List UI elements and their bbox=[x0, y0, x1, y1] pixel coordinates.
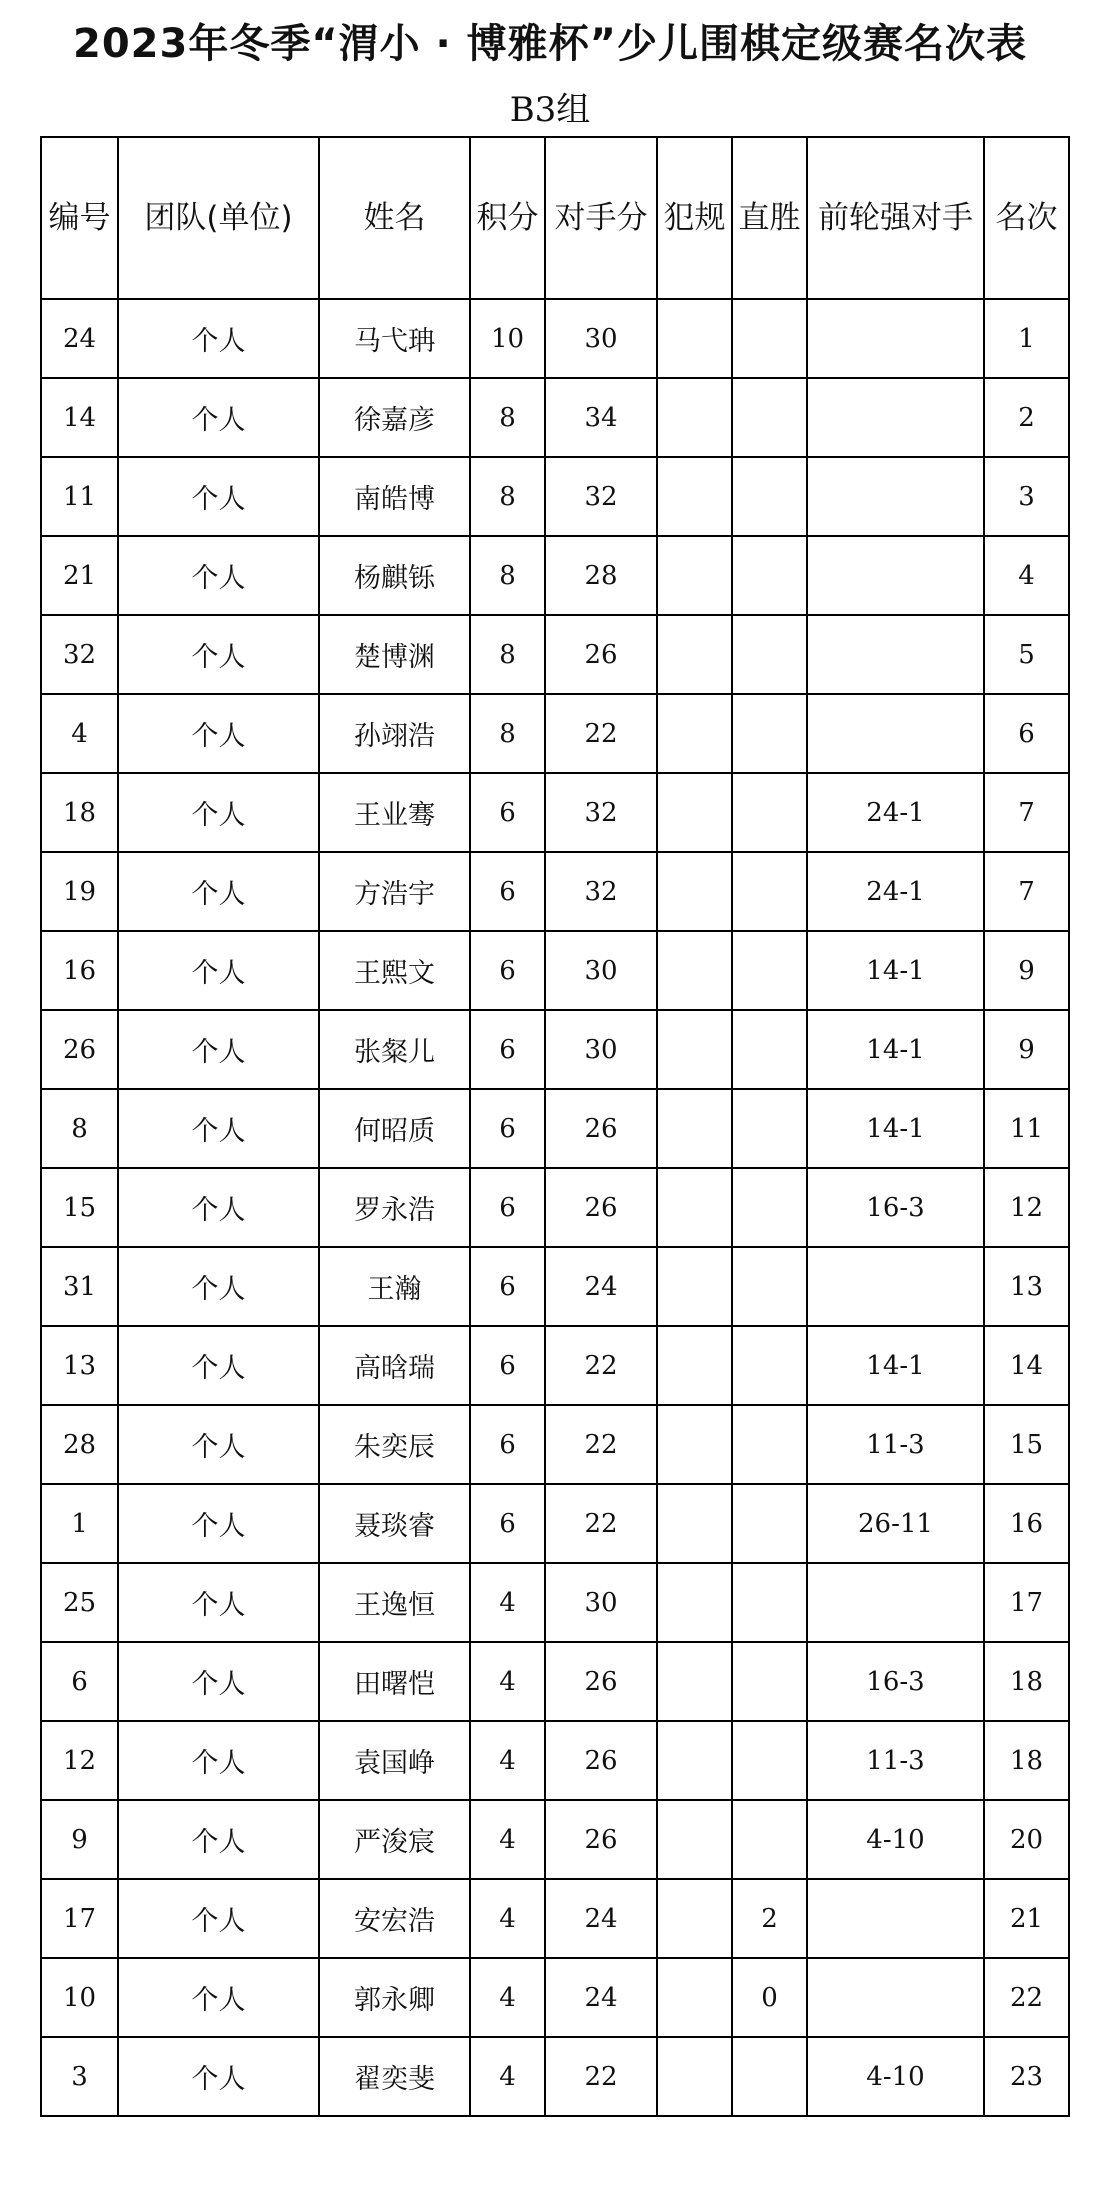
cell-name: 翟奕斐 bbox=[319, 2037, 470, 2116]
cell-opponent-score: 30 bbox=[545, 1563, 657, 1642]
cell-score: 10 bbox=[470, 299, 545, 378]
cell-score: 4 bbox=[470, 1800, 545, 1879]
cell-name: 王逸恒 bbox=[319, 1563, 470, 1642]
header-opponent-score: 对手分 bbox=[545, 137, 657, 299]
cell-name: 王熙文 bbox=[319, 931, 470, 1010]
cell-opponent-score: 24 bbox=[545, 1247, 657, 1326]
cell-name: 朱奕辰 bbox=[319, 1405, 470, 1484]
cell-score: 6 bbox=[470, 931, 545, 1010]
cell-direct-win: 2 bbox=[732, 1879, 807, 1958]
cell-team: 个人 bbox=[118, 1405, 319, 1484]
cell-score: 6 bbox=[470, 1484, 545, 1563]
cell-opponent-score: 32 bbox=[545, 457, 657, 536]
cell-score: 4 bbox=[470, 1642, 545, 1721]
table-row bbox=[41, 299, 1069, 378]
cell-foul bbox=[657, 536, 732, 615]
cell-opponent-score: 34 bbox=[545, 378, 657, 457]
cell-direct-win bbox=[732, 2037, 807, 2116]
cell-foul bbox=[657, 1405, 732, 1484]
cell-foul bbox=[657, 2037, 732, 2116]
cell-team: 个人 bbox=[118, 1247, 319, 1326]
table-row bbox=[41, 1642, 1069, 1721]
cell-opponent-score: 30 bbox=[545, 299, 657, 378]
cell-opponent-score: 26 bbox=[545, 1721, 657, 1800]
header-rank: 名次 bbox=[984, 137, 1069, 299]
cell-opponent-score: 22 bbox=[545, 1405, 657, 1484]
table-row bbox=[41, 852, 1069, 931]
cell-team: 个人 bbox=[118, 1721, 319, 1800]
cell-prev-strong-opponent bbox=[807, 1247, 984, 1326]
cell-direct-win bbox=[732, 1089, 807, 1168]
cell-prev-strong-opponent: 4-10 bbox=[807, 1800, 984, 1879]
cell-score: 8 bbox=[470, 536, 545, 615]
cell-team: 个人 bbox=[118, 2037, 319, 2116]
cell-team: 个人 bbox=[118, 1958, 319, 2037]
cell-opponent-score: 22 bbox=[545, 694, 657, 773]
cell-team: 个人 bbox=[118, 378, 319, 457]
cell-name: 徐嘉彦 bbox=[319, 378, 470, 457]
cell-score: 6 bbox=[470, 1168, 545, 1247]
cell-rank: 4 bbox=[984, 536, 1069, 615]
cell-prev-strong-opponent: 14-1 bbox=[807, 1089, 984, 1168]
cell-team: 个人 bbox=[118, 1800, 319, 1879]
cell-name: 严浚宸 bbox=[319, 1800, 470, 1879]
cell-direct-win bbox=[732, 1247, 807, 1326]
cell-team: 个人 bbox=[118, 536, 319, 615]
table-body bbox=[41, 299, 1069, 2116]
cell-team: 个人 bbox=[118, 1879, 319, 1958]
cell-rank: 11 bbox=[984, 1089, 1069, 1168]
header-name: 姓名 bbox=[319, 137, 470, 299]
cell-direct-win bbox=[732, 457, 807, 536]
cell-number: 1 bbox=[41, 1484, 118, 1563]
cell-opponent-score: 24 bbox=[545, 1879, 657, 1958]
cell-prev-strong-opponent: 24-1 bbox=[807, 773, 984, 852]
cell-opponent-score: 28 bbox=[545, 536, 657, 615]
cell-foul bbox=[657, 852, 732, 931]
cell-name: 南皓博 bbox=[319, 457, 470, 536]
cell-prev-strong-opponent bbox=[807, 299, 984, 378]
table-row bbox=[41, 1247, 1069, 1326]
cell-foul bbox=[657, 1800, 732, 1879]
cell-number: 26 bbox=[41, 1010, 118, 1089]
table-row bbox=[41, 1326, 1069, 1405]
cell-number: 16 bbox=[41, 931, 118, 1010]
header-score: 积分 bbox=[470, 137, 545, 299]
cell-opponent-score: 22 bbox=[545, 2037, 657, 2116]
cell-name: 王瀚 bbox=[319, 1247, 470, 1326]
table-row bbox=[41, 1089, 1069, 1168]
cell-score: 4 bbox=[470, 1563, 545, 1642]
cell-rank: 9 bbox=[984, 931, 1069, 1010]
cell-score: 6 bbox=[470, 1010, 545, 1089]
cell-prev-strong-opponent bbox=[807, 457, 984, 536]
cell-number: 21 bbox=[41, 536, 118, 615]
table-row bbox=[41, 1800, 1069, 1879]
cell-direct-win bbox=[732, 773, 807, 852]
cell-foul bbox=[657, 1247, 732, 1326]
cell-prev-strong-opponent: 24-1 bbox=[807, 852, 984, 931]
header-prev-strong-opponent: 前轮强对手 bbox=[807, 137, 984, 299]
cell-score: 6 bbox=[470, 852, 545, 931]
cell-rank: 18 bbox=[984, 1642, 1069, 1721]
cell-score: 6 bbox=[470, 773, 545, 852]
cell-foul bbox=[657, 931, 732, 1010]
cell-score: 4 bbox=[470, 1958, 545, 2037]
cell-rank: 15 bbox=[984, 1405, 1069, 1484]
cell-team: 个人 bbox=[118, 1484, 319, 1563]
cell-foul bbox=[657, 694, 732, 773]
cell-prev-strong-opponent bbox=[807, 378, 984, 457]
cell-rank: 5 bbox=[984, 615, 1069, 694]
cell-number: 4 bbox=[41, 694, 118, 773]
cell-foul bbox=[657, 1484, 732, 1563]
table-row bbox=[41, 931, 1069, 1010]
cell-prev-strong-opponent: 4-10 bbox=[807, 2037, 984, 2116]
cell-direct-win bbox=[732, 378, 807, 457]
cell-name: 罗永浩 bbox=[319, 1168, 470, 1247]
cell-team: 个人 bbox=[118, 1089, 319, 1168]
cell-name: 王业骞 bbox=[319, 773, 470, 852]
cell-direct-win bbox=[732, 1800, 807, 1879]
cell-name: 孙翊浩 bbox=[319, 694, 470, 773]
cell-number: 18 bbox=[41, 773, 118, 852]
cell-foul bbox=[657, 1642, 732, 1721]
cell-score: 6 bbox=[470, 1247, 545, 1326]
header-number: 编号 bbox=[41, 137, 118, 299]
cell-direct-win bbox=[732, 1484, 807, 1563]
cell-prev-strong-opponent: 11-3 bbox=[807, 1721, 984, 1800]
cell-rank: 14 bbox=[984, 1326, 1069, 1405]
cell-prev-strong-opponent bbox=[807, 1958, 984, 2037]
cell-name: 何昭质 bbox=[319, 1089, 470, 1168]
cell-direct-win bbox=[732, 615, 807, 694]
cell-rank: 2 bbox=[984, 378, 1069, 457]
cell-foul bbox=[657, 378, 732, 457]
cell-number: 12 bbox=[41, 1721, 118, 1800]
cell-name: 楚博渊 bbox=[319, 615, 470, 694]
document-title: 2023年冬季“渭小 · 博雅杯”少儿围棋定级赛名次表 bbox=[73, 21, 1027, 67]
cell-name: 袁国峥 bbox=[319, 1721, 470, 1800]
cell-opponent-score: 26 bbox=[545, 1642, 657, 1721]
cell-rank: 23 bbox=[984, 2037, 1069, 2116]
cell-number: 11 bbox=[41, 457, 118, 536]
cell-number: 28 bbox=[41, 1405, 118, 1484]
cell-score: 8 bbox=[470, 378, 545, 457]
table-row bbox=[41, 1010, 1069, 1089]
cell-opponent-score: 26 bbox=[545, 615, 657, 694]
table-row bbox=[41, 1168, 1069, 1247]
cell-number: 6 bbox=[41, 1642, 118, 1721]
cell-number: 13 bbox=[41, 1326, 118, 1405]
cell-rank: 13 bbox=[984, 1247, 1069, 1326]
cell-direct-win bbox=[732, 694, 807, 773]
cell-team: 个人 bbox=[118, 615, 319, 694]
cell-opponent-score: 30 bbox=[545, 1010, 657, 1089]
header-direct-win: 直胜 bbox=[732, 137, 807, 299]
cell-foul bbox=[657, 773, 732, 852]
cell-rank: 16 bbox=[984, 1484, 1069, 1563]
table-row bbox=[41, 1879, 1069, 1958]
group-label: B3组 bbox=[509, 90, 591, 130]
cell-direct-win bbox=[732, 852, 807, 931]
cell-score: 4 bbox=[470, 1879, 545, 1958]
cell-prev-strong-opponent: 14-1 bbox=[807, 1326, 984, 1405]
cell-prev-strong-opponent bbox=[807, 1563, 984, 1642]
cell-score: 8 bbox=[470, 457, 545, 536]
cell-prev-strong-opponent: 14-1 bbox=[807, 1010, 984, 1089]
cell-name: 方浩宇 bbox=[319, 852, 470, 931]
table-row bbox=[41, 457, 1069, 536]
cell-team: 个人 bbox=[118, 1326, 319, 1405]
table-row bbox=[41, 1563, 1069, 1642]
cell-rank: 1 bbox=[984, 299, 1069, 378]
cell-name: 杨麒铄 bbox=[319, 536, 470, 615]
table-row bbox=[41, 536, 1069, 615]
cell-number: 9 bbox=[41, 1800, 118, 1879]
cell-team: 个人 bbox=[118, 931, 319, 1010]
cell-foul bbox=[657, 1168, 732, 1247]
cell-name: 郭永卿 bbox=[319, 1958, 470, 2037]
cell-team: 个人 bbox=[118, 1010, 319, 1089]
table-row bbox=[41, 615, 1069, 694]
cell-prev-strong-opponent: 11-3 bbox=[807, 1405, 984, 1484]
cell-foul bbox=[657, 1879, 732, 1958]
cell-number: 10 bbox=[41, 1958, 118, 2037]
cell-rank: 18 bbox=[984, 1721, 1069, 1800]
cell-rank: 17 bbox=[984, 1563, 1069, 1642]
cell-direct-win bbox=[732, 1010, 807, 1089]
cell-team: 个人 bbox=[118, 299, 319, 378]
cell-prev-strong-opponent: 16-3 bbox=[807, 1642, 984, 1721]
cell-direct-win bbox=[732, 931, 807, 1010]
cell-direct-win bbox=[732, 536, 807, 615]
cell-direct-win bbox=[732, 1326, 807, 1405]
cell-score: 8 bbox=[470, 694, 545, 773]
table-row bbox=[41, 1484, 1069, 1563]
table-row bbox=[41, 1405, 1069, 1484]
cell-direct-win bbox=[732, 1721, 807, 1800]
cell-rank: 12 bbox=[984, 1168, 1069, 1247]
table-row bbox=[41, 378, 1069, 457]
cell-team: 个人 bbox=[118, 773, 319, 852]
cell-rank: 3 bbox=[984, 457, 1069, 536]
cell-number: 14 bbox=[41, 378, 118, 457]
cell-team: 个人 bbox=[118, 457, 319, 536]
cell-direct-win: 0 bbox=[732, 1958, 807, 2037]
cell-name: 高晗瑞 bbox=[319, 1326, 470, 1405]
cell-opponent-score: 32 bbox=[545, 852, 657, 931]
header-row bbox=[41, 137, 1069, 299]
cell-opponent-score: 22 bbox=[545, 1484, 657, 1563]
table-row bbox=[41, 1958, 1069, 2037]
cell-prev-strong-opponent bbox=[807, 536, 984, 615]
cell-number: 8 bbox=[41, 1089, 118, 1168]
cell-team: 个人 bbox=[118, 1168, 319, 1247]
cell-name: 安宏浩 bbox=[319, 1879, 470, 1958]
cell-direct-win bbox=[732, 1405, 807, 1484]
cell-name: 田曙恺 bbox=[319, 1642, 470, 1721]
cell-number: 25 bbox=[41, 1563, 118, 1642]
cell-rank: 7 bbox=[984, 852, 1069, 931]
cell-score: 4 bbox=[470, 2037, 545, 2116]
cell-team: 个人 bbox=[118, 1563, 319, 1642]
cell-opponent-score: 26 bbox=[545, 1800, 657, 1879]
cell-number: 31 bbox=[41, 1247, 118, 1326]
cell-rank: 21 bbox=[984, 1879, 1069, 1958]
cell-opponent-score: 22 bbox=[545, 1326, 657, 1405]
table-row bbox=[41, 2037, 1069, 2116]
header-foul: 犯规 bbox=[657, 137, 732, 299]
header-team: 团队(单位) bbox=[118, 137, 319, 299]
cell-direct-win bbox=[732, 1563, 807, 1642]
cell-name: 马弋珃 bbox=[319, 299, 470, 378]
cell-foul bbox=[657, 1721, 732, 1800]
cell-opponent-score: 26 bbox=[545, 1168, 657, 1247]
cell-team: 个人 bbox=[118, 1642, 319, 1721]
cell-number: 17 bbox=[41, 1879, 118, 1958]
table-row bbox=[41, 773, 1069, 852]
ranking-table bbox=[40, 136, 1070, 2117]
cell-prev-strong-opponent bbox=[807, 694, 984, 773]
cell-name: 聂琰睿 bbox=[319, 1484, 470, 1563]
cell-direct-win bbox=[732, 299, 807, 378]
cell-rank: 22 bbox=[984, 1958, 1069, 2037]
cell-foul bbox=[657, 1326, 732, 1405]
cell-direct-win bbox=[732, 1168, 807, 1247]
cell-rank: 20 bbox=[984, 1800, 1069, 1879]
cell-rank: 7 bbox=[984, 773, 1069, 852]
cell-prev-strong-opponent bbox=[807, 615, 984, 694]
cell-number: 32 bbox=[41, 615, 118, 694]
cell-score: 6 bbox=[470, 1089, 545, 1168]
cell-prev-strong-opponent: 14-1 bbox=[807, 931, 984, 1010]
cell-foul bbox=[657, 1563, 732, 1642]
cell-foul bbox=[657, 1958, 732, 2037]
cell-foul bbox=[657, 1010, 732, 1089]
cell-team: 个人 bbox=[118, 694, 319, 773]
table-row bbox=[41, 694, 1069, 773]
cell-number: 19 bbox=[41, 852, 118, 931]
cell-opponent-score: 26 bbox=[545, 1089, 657, 1168]
cell-number: 24 bbox=[41, 299, 118, 378]
cell-number: 3 bbox=[41, 2037, 118, 2116]
cell-opponent-score: 32 bbox=[545, 773, 657, 852]
cell-score: 6 bbox=[470, 1405, 545, 1484]
cell-prev-strong-opponent: 26-11 bbox=[807, 1484, 984, 1563]
cell-prev-strong-opponent: 16-3 bbox=[807, 1168, 984, 1247]
cell-opponent-score: 30 bbox=[545, 931, 657, 1010]
cell-score: 8 bbox=[470, 615, 545, 694]
cell-direct-win bbox=[732, 1642, 807, 1721]
cell-foul bbox=[657, 615, 732, 694]
cell-score: 6 bbox=[470, 1326, 545, 1405]
cell-rank: 9 bbox=[984, 1010, 1069, 1089]
cell-foul bbox=[657, 1089, 732, 1168]
cell-team: 个人 bbox=[118, 852, 319, 931]
cell-name: 张粲儿 bbox=[319, 1010, 470, 1089]
cell-prev-strong-opponent bbox=[807, 1879, 984, 1958]
cell-foul bbox=[657, 457, 732, 536]
cell-score: 4 bbox=[470, 1721, 545, 1800]
cell-number: 15 bbox=[41, 1168, 118, 1247]
cell-opponent-score: 24 bbox=[545, 1958, 657, 2037]
table-row bbox=[41, 1721, 1069, 1800]
cell-rank: 6 bbox=[984, 694, 1069, 773]
cell-foul bbox=[657, 299, 732, 378]
